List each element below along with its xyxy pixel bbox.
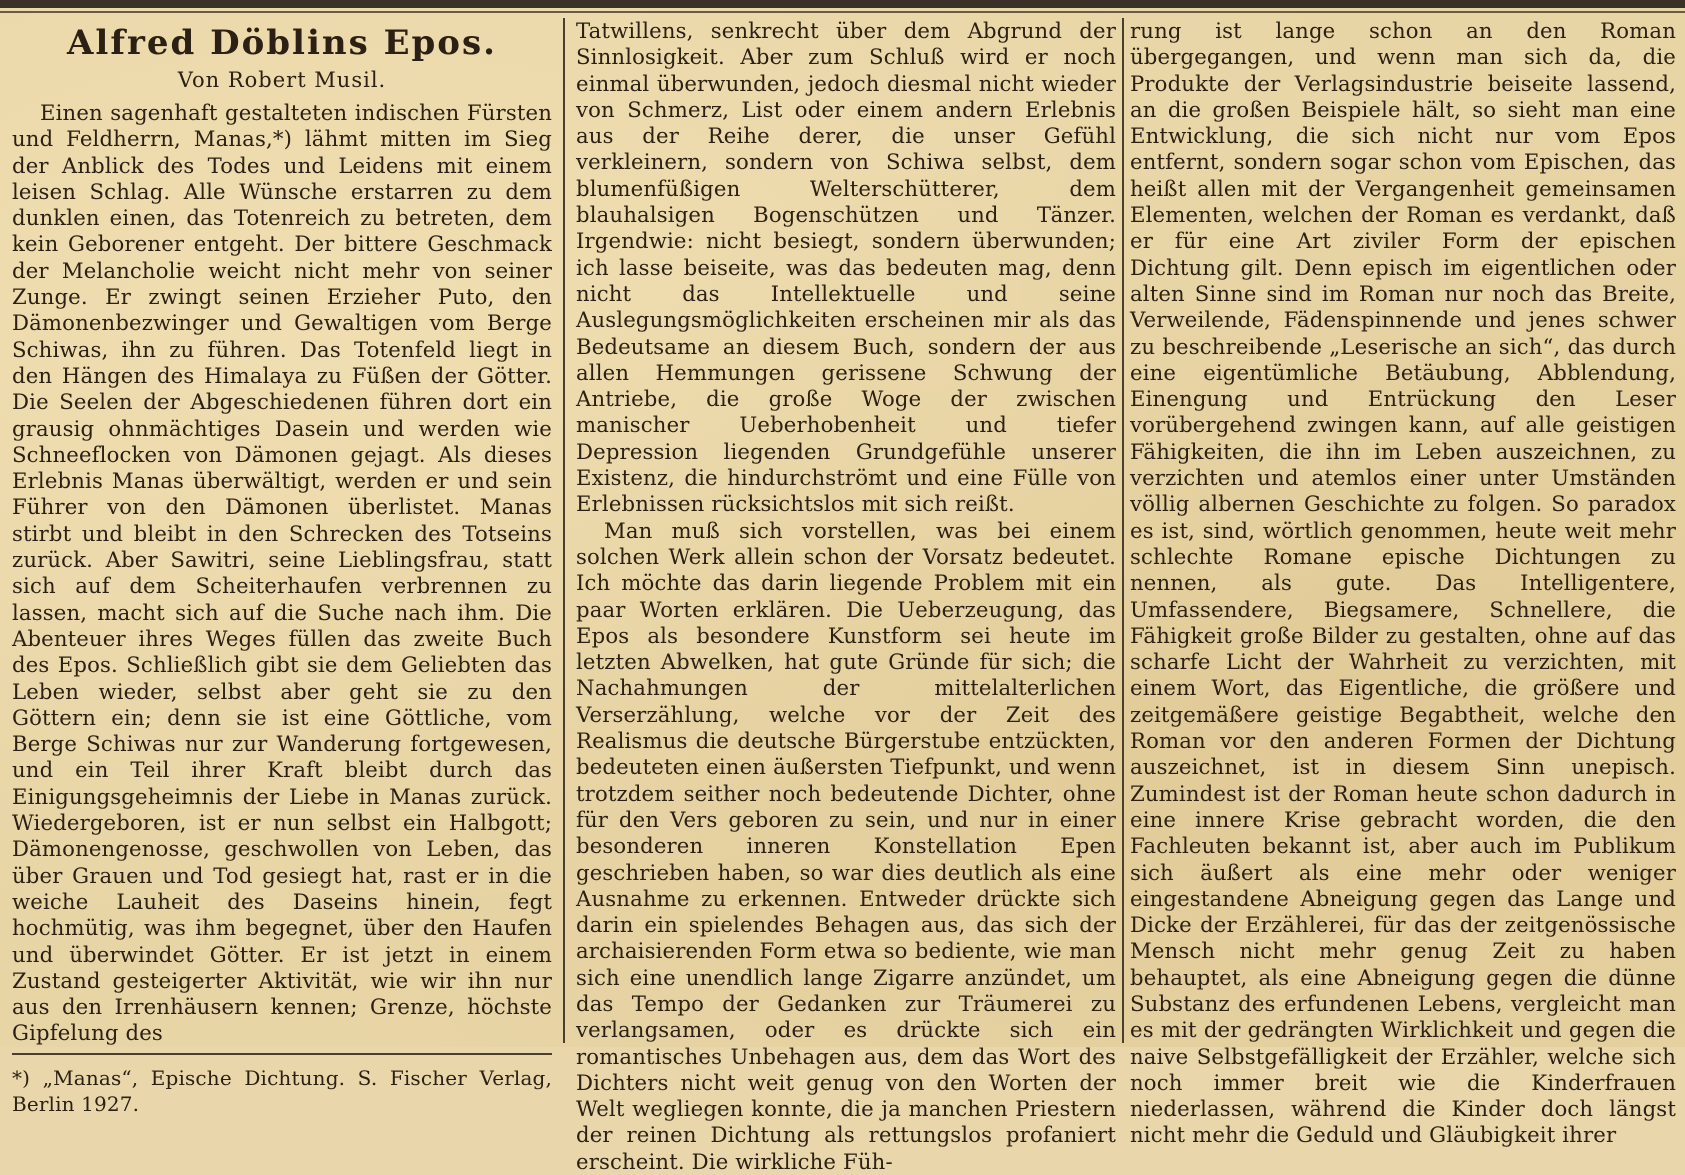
column-3-paragraph: rung ist lange schon an den Roman übergegangen, und wenn man sich da, die Produkte der Verlagsindustrie beiseite lassend, an die großen Beispiele hält, so sieht man eine Entwicklung, die sich nicht nur vom Epos entfernt, sondern sogar schon vom Epischen, das heißt allen mit der Vergangenheit gemeinsamen Elementen, welchen der Roman es verdankt, daß er für eine Art ziviler Form der epischen Dichtung gilt. Denn episch im eigentlichen oder alten Sinne sind im Roman nur noch das Breite, Verweilende, Fädenspinnende und jenes schwer zu beschreibende „Leserische an sich“, das durch eine eigentümliche Betäubung, Abblendung, Einengung und Entrückung den Leser vorübergehend zwingen kann, auf alle geistigen Fähigkeiten, die ihn im Leben auszeichnen, zu verzichten und atemlos einer unter Umständen völlig albernen Geschichte zu folgen. So paradox es ist, sind, wörtlich genommen, heute weit mehr schlechte Romane epische Dichtungen zu nennen, als gute. Das Intelligentere, Umfassendere, Biegsamere, Schnellere, die Fähigkeit große Bilder zu gestalten, ohne auf das scharfe Licht der Wahrheit zu verzichten, mit einem Wort, das Eigentliche, die größere und zeitgemäßere geistige Begabtheit, welche den Roman vor den anderen Formen der Dichtung auszeichnet, ist in diesem Sinn unepisch. Zumindest ist der Roman heute schon dadurch in eine innere Krise gebracht worden, die den Fachleuten bekannt ist, aber auch im Publikum sich äußert als eine mehr oder weniger eingestandene Abneigung gegen das Lange und Dicke der Erzählerei, für das der zeitgenössische Mensch nicht mehr genug Zeit zu haben behauptet, als eine Abneigung gegen die dünne Substanz des erfundenen Lebens, vergleicht man es mit der gedrängten Wirklichkeit und gegen die naive Selbstgefälligkeit der Erzähler, welche sich noch immer breit wie die Kinderfrauen niederlassen, während die Kinder doch längst nicht mehr die Geduld und Gläubigkeit ihrer (1130, 18, 1676, 1148)
column-3 (1130, 18, 1676, 1148)
article-title: Alfred Döblins Epos. (67, 23, 497, 63)
column-1 (12, 18, 552, 1116)
column-1-paragraph: Einen sagenhaft gestalteten indischen Fürsten und Feldherrn, Manas,*) lähmt mitten im Sieg der Anblick des Todes und Leidens mit einem leisen Schlag. Alle Wünsche erstarren zu dem dunklen einen, das Totenreich zu betreten, dem kein Geborener entgeht. Der bittere Geschmack der Melancholie weicht nicht mehr von seiner Zunge. Er zwingt seinen Erzieher Puto, den Dämonenbezwinger und Gewaltigen vom Berge Schiwas, ihn zu führen. Das Totenfeld liegt in den Hängen des Himalaya zu Füßen der Götter. Die Seelen der Abgeschiedenen führen dort ein grausig ohnmächtiges Dasein und werden wie Schneeflocken von Dämonen gejagt. Als dieses Erlebnis Manas überwältigt, werden er und sein Führer von den Dämonen überlistet. Manas stirbt und bleibt in den Schrecken des Totseins zurück. Aber Sawitri, seine Lieblingsfrau, statt sich auf dem Scheiterhaufen verbrennen zu lassen, macht sich auf die Suche nach ihm. Die Abenteuer ihres Weges füllen das zweite Buch des Epos. Schließlich gibt sie dem Geliebten das Leben wieder, selbst aber geht sie zu den Göttern ein; denn sie ist eine Göttliche, vom Berge Schiwas nur zur Wanderung fortgewesen, und ein Teil ihrer Kraft bleibt durch das Einigungsgeheimnis der Liebe in Manas zurück. Wiedergeboren, ist er nun selbst ein Halbgott; Dämonengenosse, geschwollen von Leben, das über Grauen und Tod gesiegt hat, rast er in die weiche Lauheit des Daseins hinein, fegt hochmütig, was ihm begegnet, über den Haufen und überwindet Götter. Er ist jetzt in einem Zustand gesteigerter Aktivität, wie wir ihn nur aus den Irrenhäusern kennen; Grenze, höchste Gipfelung des (12, 100, 552, 1046)
column-separator-2 (1122, 18, 1124, 1043)
top-rule-thin (0, 11, 1685, 13)
footnote-rule (12, 1053, 552, 1055)
column-separator-1 (563, 18, 565, 1043)
column-2-paragraph-2: Man muß sich vorstellen, was bei einem solchen Werk allein schon der Vorsatz bedeutet. Ich möchte das darin liegende Problem mit ein paar Worten erklären. Die Ueberzeugung, das Epos als besondere Kunstform sei heute im letzten Abwelken, hat gute Gründe für sich; die Nachahmungen der mittelalterlichen Verserzählung, welche vor der Zeit des Realismus die deutsche Bürgerstube entzückten, bedeuteten einen äußersten Tiefpunkt, und wenn trotzdem seither noch bedeutende Dichter, ohne für den Vers geboren zu sein, und nur in einer besonderen inneren Konstellation Epen geschrieben haben, so war dies deutlich als eine Ausnahme zu erkennen. Entweder drückte sich darin ein spielendes Behagen aus, das sich der archaisierenden Form etwa so bediente, wie man sich eine unendlich lange Zigarre anzündet, um das Tempo der Gedanken zur Träumerei zu verlangsamen, oder es drückte sich ein romantisches Unbehagen aus, dem das Wort des Dichters nicht weit genug von den Worten der Welt wegliegen konnte, die ja manchen Priestern der reinen Dichtung als rettungslos profaniert erscheint. Die wirkliche Füh- (576, 517, 1116, 1174)
article-byline: Von Robert Musil. (177, 68, 387, 92)
top-rule (0, 0, 1685, 8)
footnote: *) „Manas“, Epische Dichtung. S. Fischer Verlag, Berlin 1927. (12, 1065, 552, 1116)
column-2 (576, 18, 1116, 1174)
column-2-paragraph-1: Tatwillens, senkrecht über dem Abgrund der Sinnlosigkeit. Aber zum Schluß wird er noch einmal überwunden, jedoch diesmal nicht wieder von Schmerz, List oder einem andern Erlebnis aus der Reihe derer, die unser Gefühl verkleinern, sondern von Schiwa selbst, dem blumenfüßigen Welterschütterer, dem blauhalsigen Bogenschützen und Tänzer. Irgendwie: nicht besiegt, sondern überwunden; ich lasse beiseite, was das bedeuten mag, denn nicht das Intellektuelle und seine Auslegungsmöglichkeiten erscheinen mir als das Bedeutsame an diesem Buch, sondern der aus allen Hemmungen gerissene Schwung der Antriebe, die große Woge der zwischen manischer Ueberhobenheit und tiefer Depression liegenden Grundgefühle unserer Existenz, die hindurchströmt und eine Fülle von Erlebnissen rücksichtslos mit sich reißt. (576, 18, 1116, 517)
